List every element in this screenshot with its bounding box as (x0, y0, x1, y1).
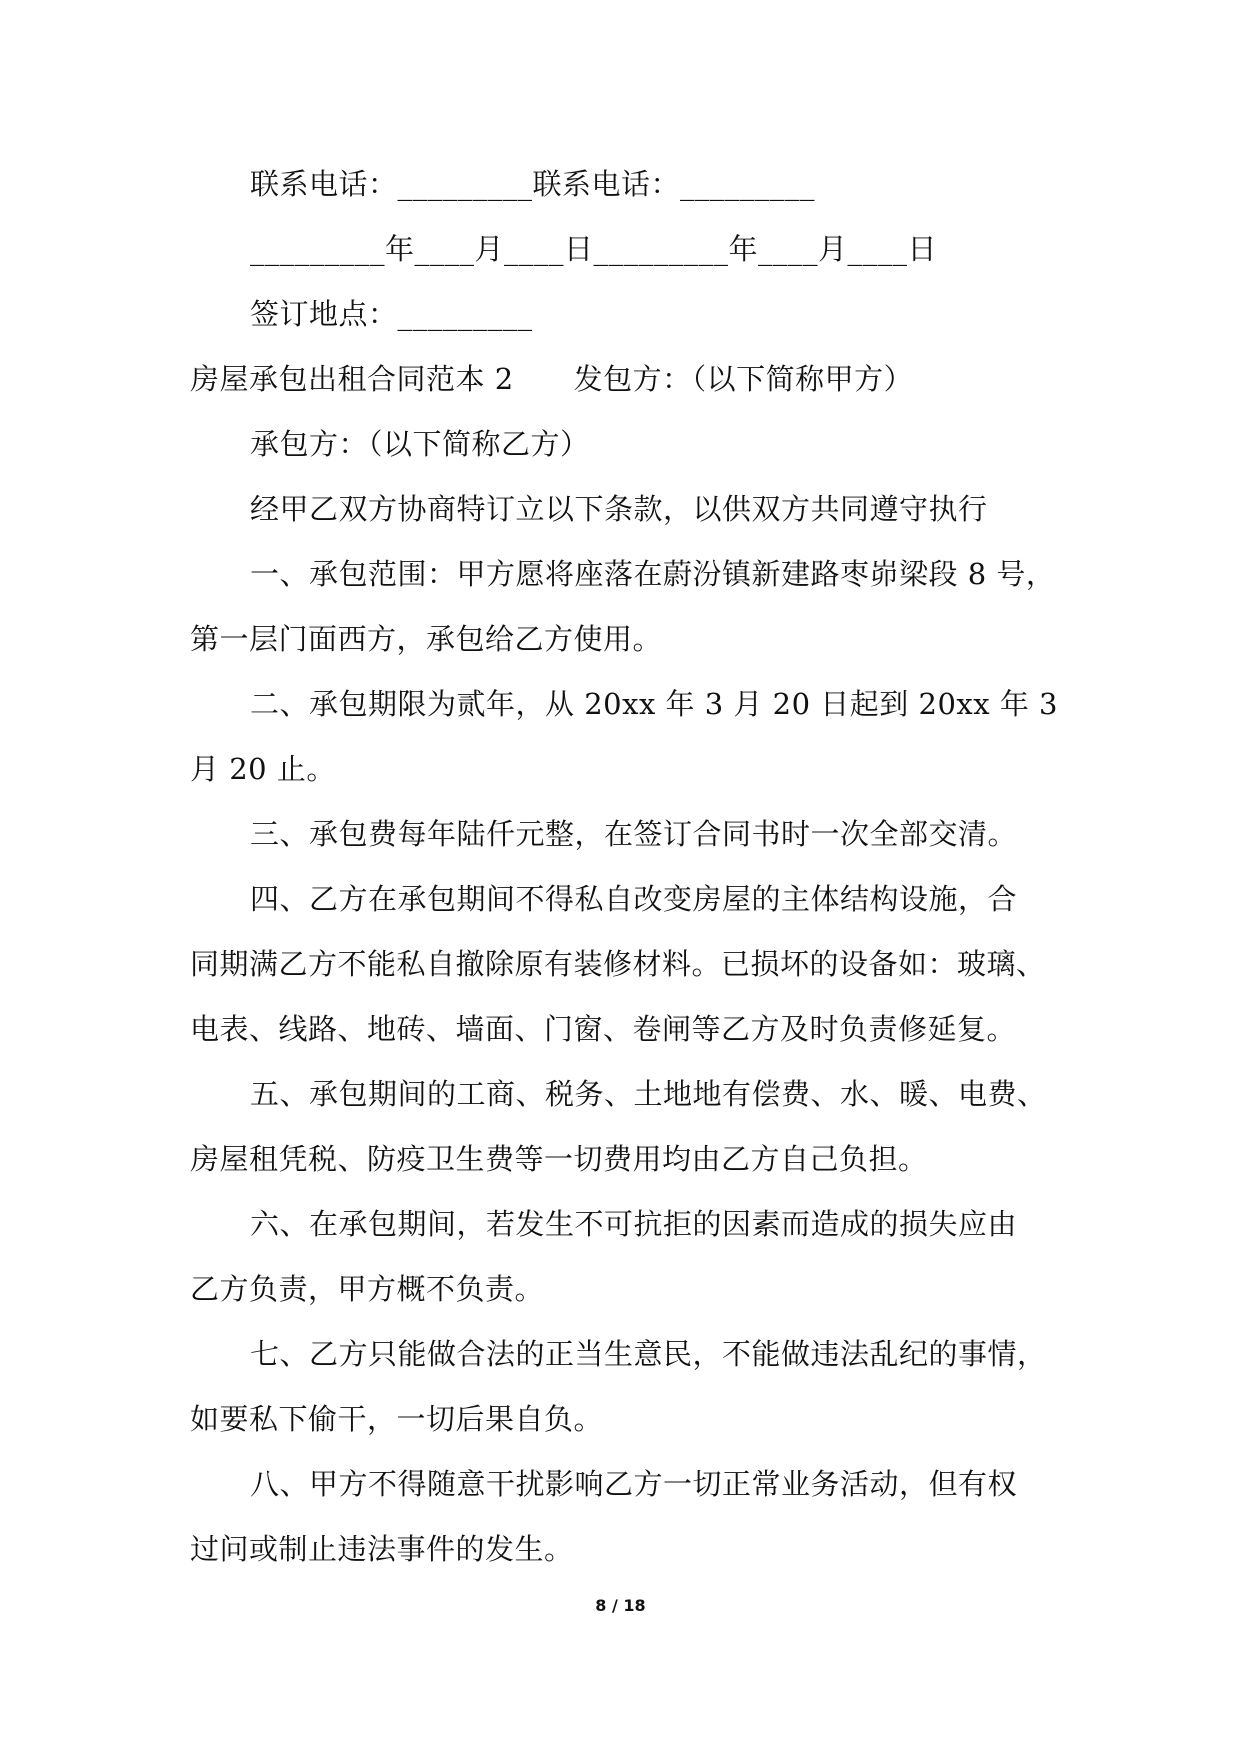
clause-3: 三、承包费每年陆仟元整，在签订合同书时一次全部交清。 (250, 817, 1018, 851)
clause-1-line-1: 一、承包范围：甲方愿将座落在蔚汾镇新建路枣峁梁段 8 号， (250, 557, 1056, 591)
clause-8-line-2: 过问或制止违法事件的发生。 (190, 1532, 574, 1566)
page-number: 8 / 18 (595, 1596, 646, 1615)
clause-4-line-3: 电表、线路、地砖、墙面、门窗、卷闸等乙方及时负责修延复。 (190, 1012, 1017, 1046)
clause-6-line-1: 六、在承包期间，若发生不可抗拒的因素而造成的损失应由 (250, 1207, 1018, 1241)
clause-5-line-2: 房屋租凭税、防疫卫生费等一切费用均由乙方自己负担。 (190, 1142, 928, 1176)
contractor-party: 承包方：（以下简称乙方） (250, 427, 590, 461)
clause-7-line-2: 如要私下偷干，一切后果自负。 (190, 1402, 604, 1436)
clause-2-line-1: 二、承包期限为贰年，从 20xx 年 3 月 20 日起到 20xx 年 3 (250, 687, 1058, 721)
clause-8-line-1: 八、甲方不得随意干扰影响乙方一切正常业务活动，但有权 (250, 1467, 1018, 1501)
contact-phone-line: 联系电话：_________联系电话：_________ (250, 167, 816, 201)
signing-place-line: 签订地点：_________ (250, 297, 533, 331)
date-line: _________年____月____日_________年____月____日 (250, 232, 938, 266)
clause-2-line-2: 月 20 止。 (190, 752, 336, 786)
clause-6-line-2: 乙方负责，甲方概不负责。 (190, 1272, 545, 1306)
issuer-party: 发包方：（以下简称甲方） (573, 362, 914, 396)
clause-5-line-1: 五、承包期间的工商、税务、土地地有偿费、水、暖、电费、 (250, 1077, 1047, 1111)
clause-4-line-1: 四、乙方在承包期间不得私自改变房屋的主体结构设施，合 (250, 882, 1018, 916)
clause-4-line-2: 同期满乙方不能私自撤除原有装修材料。已损坏的设备如：玻璃、 (190, 947, 1046, 981)
preamble: 经甲乙双方协商特订立以下条款，以供双方共同遵守执行 (250, 492, 988, 526)
clause-1-line-2: 第一层门面西方，承包给乙方使用。 (190, 622, 663, 656)
title-and-issuer-line (190, 359, 913, 399)
clause-7-line-1: 七、乙方只能做合法的正当生意民，不能做违法乱纪的事情， (250, 1337, 1047, 1371)
document-title: 房屋承包出租合同范本 2 (190, 362, 514, 396)
